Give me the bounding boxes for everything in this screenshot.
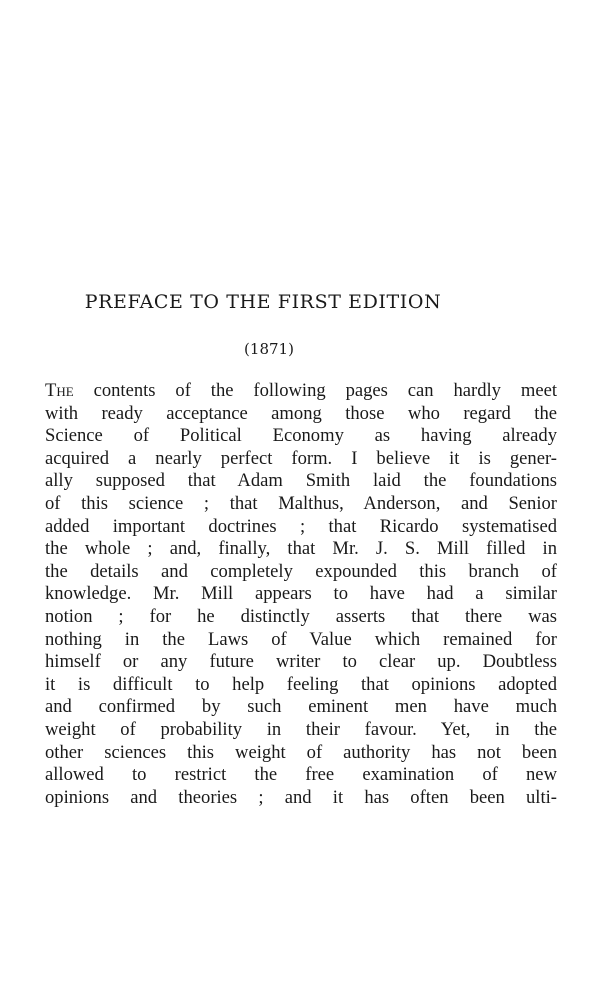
body-line-3: Science of Political Economy as having already <box>45 425 557 447</box>
body-line-2: with ready acceptance among those who regard the <box>45 402 557 424</box>
body-line-16: weight of probability in their favour. Yet, in the <box>45 718 557 740</box>
body-line-18: allowed to restrict the free examination of new <box>45 764 557 786</box>
body-line-14: it is difficult to help feeling that opinions adopted <box>45 673 557 695</box>
body-line-6: of this science ; that Malthus, Anderson, and Senior <box>45 492 557 514</box>
preface-title: PREFACE TO THE FIRST EDITION <box>84 291 442 313</box>
preface-body <box>45 380 557 809</box>
body-line-12: nothing in the Laws of Value which remained for <box>45 628 557 650</box>
body-line-4: acquired a nearly perfect form. I believe it is gener- <box>45 447 557 469</box>
body-line-1: The contents of the following pages can hardly meet <box>45 380 557 401</box>
body-line-19: opinions and theories ; and it has often been ulti- <box>45 786 557 808</box>
body-line-9: the details and completely expounded this branch of <box>45 560 557 582</box>
body-line-17: other sciences this weight of authority has not been <box>45 741 557 763</box>
body-line-11: notion ; for he distinctly asserts that there was <box>45 605 557 627</box>
body-line-5: ally supposed that Adam Smith laid the foundations <box>45 470 557 492</box>
body-line-13: himself or any future writer to clear up. Doubtless <box>45 651 557 673</box>
body-line-15: and confirmed by such eminent men have much <box>45 696 557 718</box>
body-line-7: added important doctrines ; that Ricardo systematised <box>45 515 557 537</box>
preface-year: (1871) <box>244 340 294 358</box>
body-line-8: the whole ; and, finally, that Mr. J. S. Mill filled in <box>45 538 557 560</box>
first-word: The <box>45 380 74 401</box>
body-line-10: knowledge. Mr. Mill appears to have had a similar <box>45 583 557 605</box>
